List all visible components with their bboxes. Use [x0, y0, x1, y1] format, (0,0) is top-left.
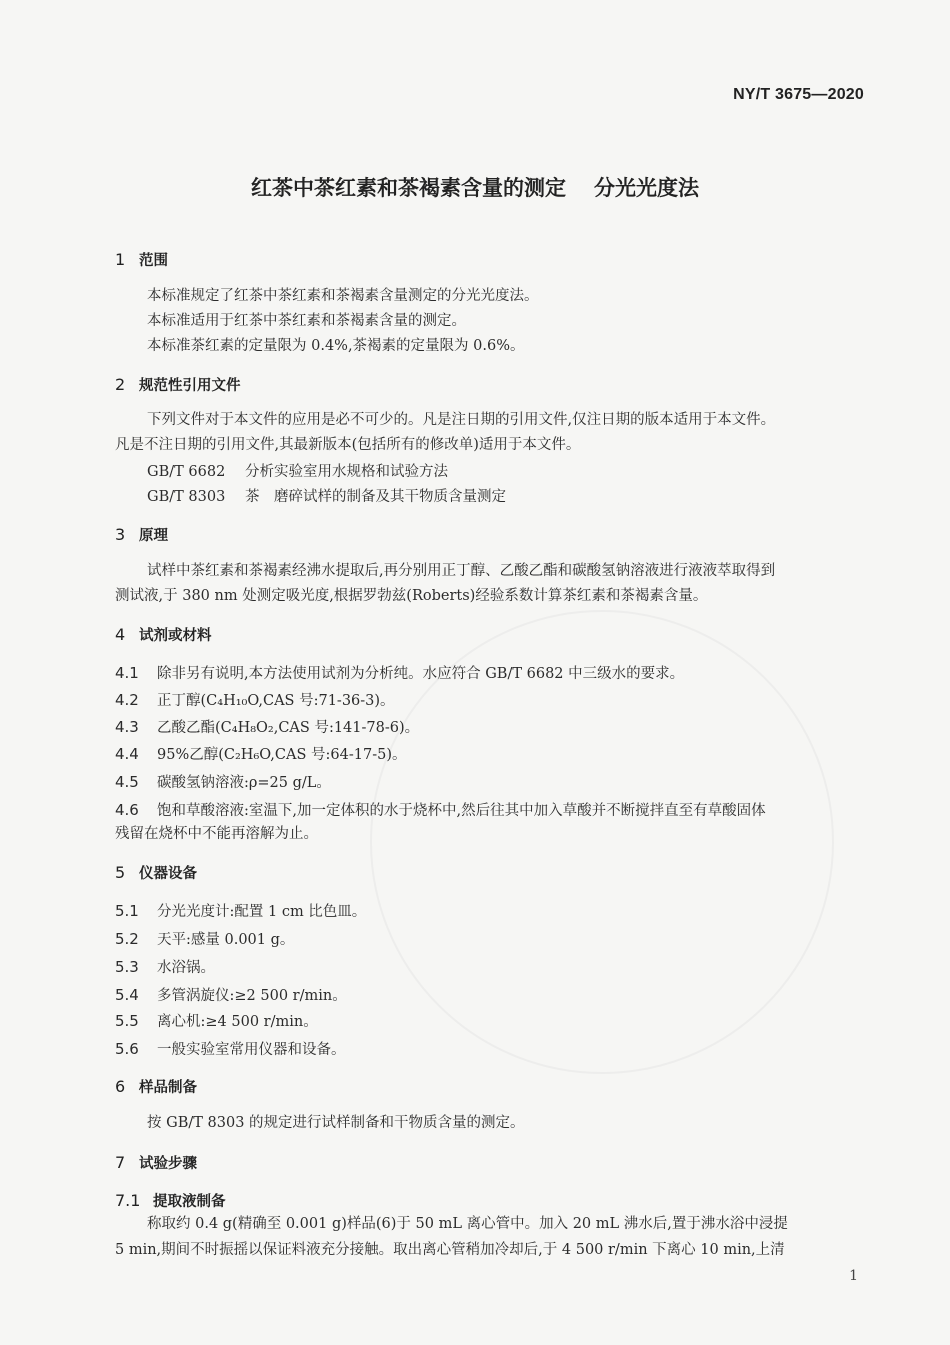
title-main: 红茶中茶红素和茶褐素含量的测定: [251, 176, 566, 200]
paragraph: 本标准茶红素的定量限为 0.4%,茶褐素的定量限为 0.6%。: [147, 338, 525, 354]
list-item: 5.1 分光光度计:配置 1 cm 比色皿。: [115, 902, 367, 920]
list-item: 4.1 除非另有说明,本方法使用试剂为分析纯。水应符合 GB/T 6682 中三级水的要求。: [115, 664, 685, 682]
list-item: 4.6 饱和草酸溶液:室温下,加一定体积的水于烧杯中,然后往其中加入草酸并不断搅拌直至有草酸固体: [115, 801, 766, 819]
list-item: 4.4 95%乙醇(C₂H₆O,CAS 号:64-17-5)。: [115, 745, 407, 763]
reference-item: GB/T 8303 茶 磨碎试样的制备及其干物质含量测定: [147, 489, 506, 505]
paragraph: 残留在烧杯中不能再溶解为止。: [115, 826, 318, 842]
title-method: 分光光度法: [594, 176, 699, 200]
paragraph: 按 GB/T 8303 的规定进行试样制备和干物质含量的测定。: [147, 1115, 525, 1131]
paragraph: 称取约 0.4 g(精确至 0.001 g)样品(6)于 50 mL 离心管中。加入 20 mL 沸水后,置于沸水浴中浸提: [147, 1216, 788, 1232]
paragraph: 5 min,期间不时振摇以保证料液充分接触。取出离心管稍加冷却后,于 4 500 r/min 下离心 10 min,上清: [115, 1242, 785, 1258]
paragraph: 试样中茶红素和茶褐素经沸水提取后,再分别用正丁醇、乙酸乙酯和碳酸氢钠溶液进行液液萃取得到: [147, 563, 776, 579]
paragraph: 本标准规定了红茶中茶红素和茶褐素含量测定的分光光度法。: [147, 288, 539, 304]
document-title: [0, 172, 950, 202]
paragraph: 测试液,于 380 nm 处测定吸光度,根据罗勃兹(Roberts)经验系数计算茶红素和茶褐素含量。: [115, 588, 708, 604]
section-heading-6: 6 样品制备: [115, 1077, 197, 1096]
list-item: 4.3 乙酸乙酯(C₄H₈O₂,CAS 号:141-78-6)。: [115, 718, 420, 736]
section-heading-1: 1 范围: [115, 250, 168, 269]
section-heading-3: 3 原理: [115, 525, 168, 544]
section-heading-2: 2 规范性引用文件: [115, 375, 241, 394]
standard-code: NY/T 3675—2020: [733, 86, 864, 103]
page-number: 1: [849, 1268, 858, 1284]
list-item: 5.6 一般实验室常用仪器和设备。: [115, 1040, 346, 1058]
list-item: 5.5 离心机:≥4 500 r/min。: [115, 1012, 318, 1030]
subsection-heading: 7.1 提取液制备: [115, 1191, 226, 1210]
paragraph: 凡是不注日期的引用文件,其最新版本(包括所有的修改单)适用于本文件。: [115, 437, 581, 453]
section-heading-4: 4 试剂或材料: [115, 625, 212, 644]
list-item: 5.2 天平:感量 0.001 g。: [115, 930, 295, 948]
reference-item: GB/T 6682 分析实验室用水规格和试验方法: [147, 464, 448, 480]
list-item: 4.5 碳酸氢钠溶液:ρ=25 g/L。: [115, 773, 331, 791]
list-item: 5.4 多管涡旋仪:≥2 500 r/min。: [115, 986, 347, 1004]
list-item: 5.3 水浴锅。: [115, 958, 215, 976]
paragraph: 下列文件对于本文件的应用是必不可少的。凡是注日期的引用文件,仅注日期的版本适用于本文件。: [147, 412, 776, 428]
list-item: 4.2 正丁醇(C₄H₁₀O,CAS 号:71-36-3)。: [115, 691, 395, 709]
paragraph: 本标准适用于红茶中茶红素和茶褐素含量的测定。: [147, 313, 466, 329]
section-heading-7: 7 试验步骤: [115, 1153, 197, 1172]
section-heading-5: 5 仪器设备: [115, 863, 197, 882]
